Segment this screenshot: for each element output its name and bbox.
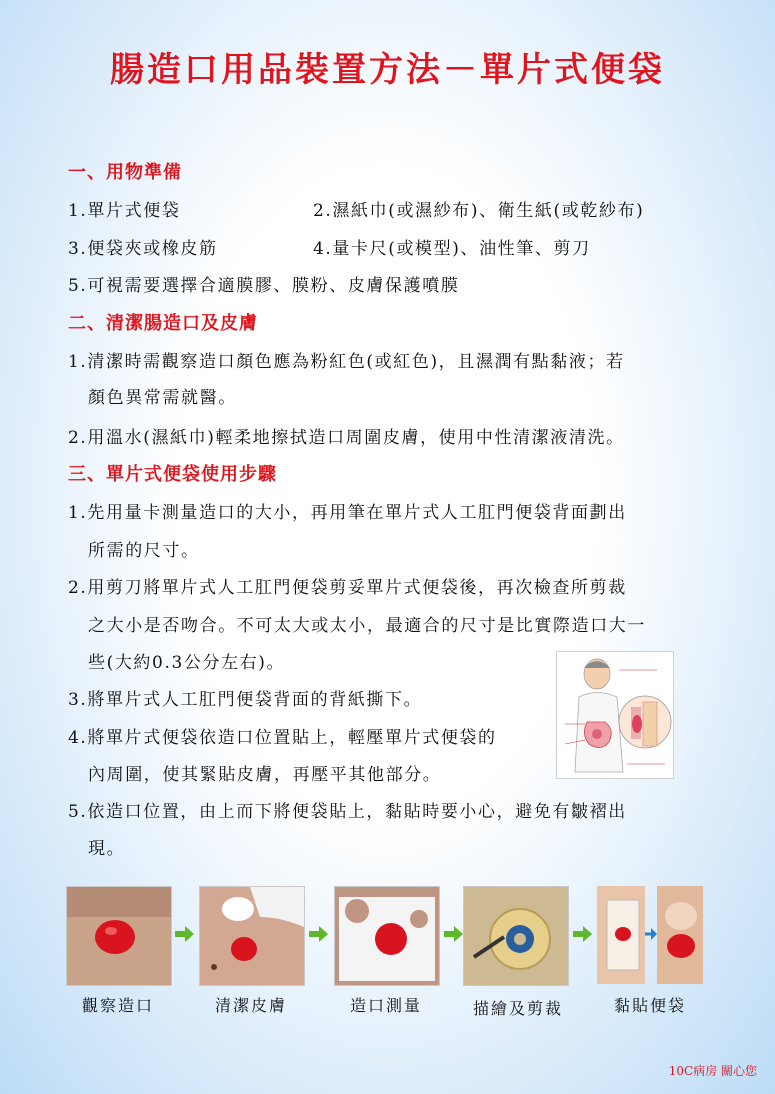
step-line: 所需的尺寸。 [88, 541, 200, 561]
cleaning-line: 2.用溫水(濕紙巾)輕柔地擦拭造口周圍皮膚，使用中性清潔液清洗。 [68, 428, 625, 448]
footer-note: 10C病房 關心您 [668, 1064, 757, 1078]
photo-caption: 觀察造口 [81, 996, 154, 1015]
photo-clean-skin [199, 886, 305, 986]
step-line: 5.依造口位置，由上而下將便袋貼上，黏貼時要小心，避免有皺褶出 [68, 802, 627, 822]
step-line: 1.先用量卡測量造口的大小，再用筆在單片式人工肛門便袋背面劃出 [68, 503, 627, 523]
photo-caption: 描繪及剪裁 [472, 999, 563, 1018]
step-line: 2.用剪刀將單片式人工肛門便袋剪妥單片式便袋後，再次檢查所剪裁 [68, 578, 627, 598]
supply-item: 1.單片式便袋 [68, 201, 181, 221]
photo-observe-stoma [66, 886, 172, 986]
supply-item: 4.量卡尺(或模型)、油性筆、剪刀 [313, 239, 591, 259]
step-line: 內周圍，使其緊貼皮膚，再壓平其他部分。 [88, 765, 442, 785]
photo-measure-stoma [334, 886, 440, 986]
step-line: 現。 [88, 839, 126, 859]
step-line: 3.將單片式人工肛門便袋背面的背紙撕下。 [68, 690, 423, 710]
section-heading-steps: 三、單片式便袋使用步驟 [68, 464, 277, 485]
page-title: 腸造口用品裝置方法－單片式便袋 [110, 50, 665, 90]
cleaning-line: 1.清潔時需觀察造口顏色應為粉紅色(或紅色)，且濕潤有點黏液；若 [68, 352, 625, 372]
stoma-anatomy-diagram [556, 651, 674, 779]
photo-caption: 清潔皮膚 [214, 996, 287, 1015]
supply-item: 5.可視需要選擇合適膜膠、膜粉、皮膚保護噴膜 [68, 276, 460, 296]
step-line: 之大小是否吻合。不可太大或太小，最適合的尺寸是比實際造口大一 [88, 616, 646, 636]
step-line: 些(大約0.3公分左右)。 [88, 653, 286, 673]
step-line: 4.將單片式便袋依造口位置貼上，輕壓單片式便袋的 [68, 728, 497, 748]
supply-item: 2.濕紙巾(或濕紗布)、衛生紙(或乾紗布) [313, 201, 645, 221]
photo-trace-and-cut [463, 886, 569, 986]
photo-caption: 黏貼便袋 [613, 996, 686, 1015]
photo-caption: 造口測量 [349, 996, 422, 1015]
cleaning-line: 顏色異常需就醫。 [88, 388, 237, 408]
photo-apply-pouch [597, 886, 703, 984]
section-heading-cleaning: 二、清潔腸造口及皮膚 [68, 313, 258, 334]
section-heading-supplies: 一、用物準備 [68, 162, 182, 183]
supply-item: 3.便袋夾或橡皮筋 [68, 239, 218, 259]
